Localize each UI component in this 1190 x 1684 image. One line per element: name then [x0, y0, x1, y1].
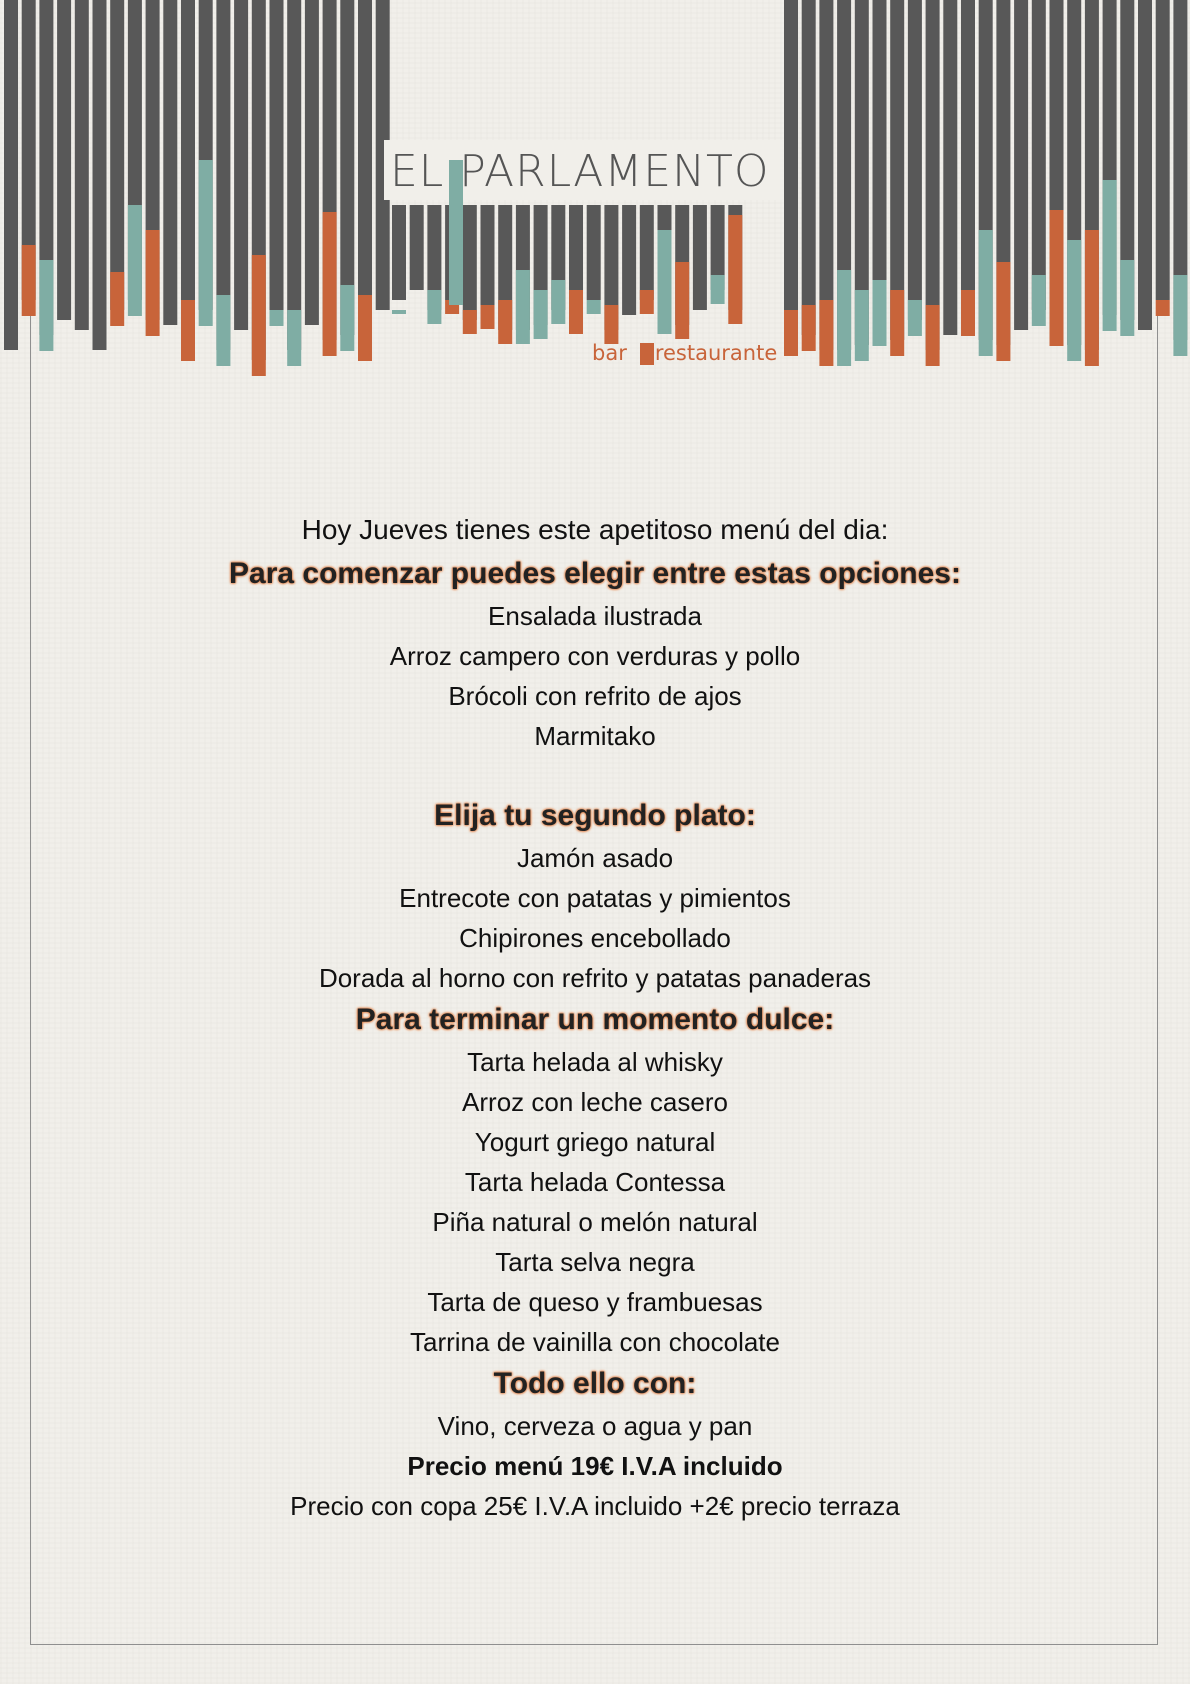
logo-bar — [252, 255, 266, 376]
logo-bar — [943, 0, 957, 335]
logo-bar — [498, 300, 512, 344]
menu-item: Tarta helada al whisky — [467, 1047, 723, 1077]
menu-item: Tarta de queso y frambuesas — [427, 1287, 763, 1317]
menu-item: Piña natural o melón natural — [432, 1207, 758, 1237]
logo-bar — [358, 0, 372, 345]
logo-bar — [890, 0, 904, 340]
desserts-list — [0, 1042, 1190, 1362]
menu-price: Precio menú 19€ I.V.A incluido — [407, 1451, 783, 1481]
logo-bar — [234, 0, 248, 330]
menu-item: Tarta helada Contessa — [464, 1167, 726, 1197]
logo-bar — [110, 272, 124, 326]
menu-intro: Hoy Jueves tienes este apetitoso menú del dia: — [301, 514, 889, 545]
menu-item: Entrecote con patatas y pimientos — [399, 883, 791, 913]
logo-bar — [1050, 210, 1064, 346]
mains-list — [0, 838, 1190, 998]
logo-bar — [551, 280, 565, 324]
logo-bar — [181, 0, 195, 345]
desserts-heading: Para terminar un momento dulce: — [355, 1003, 835, 1036]
logo-bar — [110, 0, 124, 310]
menu-item: Jamón asado — [516, 843, 674, 873]
logo-bar — [392, 310, 406, 314]
logo-bar — [961, 0, 975, 320]
logo-bar — [216, 295, 230, 366]
logo-bar — [39, 260, 53, 351]
logo-bar — [711, 275, 725, 304]
logo-bar — [1014, 0, 1028, 330]
logo-bar — [784, 310, 798, 356]
logo-bar — [75, 0, 89, 330]
starters-heading: Para comenzar puedes elegir entre estas opciones: — [229, 557, 961, 590]
logo-subtitle — [592, 343, 777, 364]
logo-bar — [199, 160, 213, 326]
logo-bar — [163, 0, 177, 325]
logo-bar — [305, 0, 319, 325]
logo-bar — [908, 0, 922, 320]
logo-bar — [1103, 180, 1117, 331]
logo-bar — [569, 290, 583, 334]
logo-bar — [270, 0, 284, 310]
logo-bar — [1156, 300, 1170, 316]
logo-bar — [57, 0, 71, 320]
logo-bar — [128, 205, 142, 316]
menu-item: Tarta selva negra — [495, 1247, 695, 1277]
logo-bar — [4, 0, 18, 350]
logo-bar — [784, 0, 798, 340]
menu-item: Arroz con leche casero — [462, 1087, 728, 1117]
logo-bar — [1032, 0, 1046, 310]
logo-bar — [979, 230, 993, 356]
logo-bar — [640, 205, 654, 300]
logo-bar — [516, 270, 530, 344]
menu-item: Chipirones encebollado — [459, 923, 731, 953]
logo-subtitle-restaurante: restaurante — [654, 341, 778, 365]
logo-bar — [640, 290, 654, 314]
logo-bar — [481, 305, 495, 329]
logo-bar — [481, 205, 495, 315]
logo-bar — [181, 300, 195, 361]
logo-bar — [658, 230, 672, 334]
logo-title: EL PARLAMENTO — [390, 146, 770, 197]
logo-bar — [410, 205, 424, 290]
logo-bar — [534, 290, 548, 339]
included-drinks: Vino, cerveza o agua y pan — [437, 1411, 753, 1441]
menu-item: Arroz campero con verduras y pollo — [389, 641, 801, 671]
logo-bar — [819, 300, 833, 366]
logo-bar — [890, 290, 904, 356]
included-heading: Todo ello con: — [493, 1367, 697, 1400]
logo-bar — [358, 295, 372, 361]
logo-bar — [340, 0, 354, 335]
logo-bar — [908, 300, 922, 336]
logo-bar — [427, 290, 441, 324]
daily-menu — [0, 508, 1190, 1526]
logo-bar — [802, 0, 816, 335]
menu-item: Ensalada ilustrada — [488, 601, 702, 631]
logo-bar — [270, 310, 284, 326]
logo-bar — [1067, 240, 1081, 361]
logo-bar — [287, 310, 301, 366]
mains-heading: Elija tu segundo plato: — [434, 799, 756, 832]
logo-bar — [1085, 230, 1099, 366]
logo-bar — [1138, 0, 1152, 330]
logo-bar — [802, 305, 816, 351]
menu-price-with-cup: Precio con copa 25€ I.V.A incluido +2€ precio terraza — [290, 1491, 900, 1521]
logo-bar — [961, 290, 975, 336]
menu-item: Tarrina de vainilla con chocolate — [410, 1327, 780, 1357]
starters-list — [0, 596, 1190, 756]
logo-bar — [675, 262, 689, 339]
logo-bar — [622, 205, 636, 315]
logo-bar — [693, 205, 707, 310]
logo-bar — [996, 262, 1010, 361]
menu-item: Dorada al horno con refrito y patatas panaderas — [318, 963, 872, 993]
menu-item: Marmitako — [534, 721, 656, 751]
logo-bar — [392, 205, 406, 300]
logo-bar — [873, 280, 887, 346]
logo-bar — [463, 205, 477, 320]
logo-bar — [604, 305, 618, 344]
logo-bar — [146, 230, 160, 336]
logo-bar — [340, 285, 354, 351]
logo-bar — [926, 0, 940, 350]
logo-bar — [93, 0, 107, 350]
logo-bar — [1173, 275, 1187, 356]
logo-bar — [728, 215, 742, 324]
logo-bar — [855, 290, 869, 361]
logo-bar — [1156, 0, 1170, 300]
logo-bar — [323, 212, 337, 356]
menu-item: Yogurt griego natural — [474, 1127, 716, 1157]
spacer — [0, 756, 1190, 794]
logo-bar — [587, 300, 601, 314]
logo-bar — [287, 0, 301, 350]
logo-bar — [463, 310, 477, 334]
logo-bar — [22, 245, 36, 316]
logo-bar — [587, 205, 601, 300]
logo-bar — [837, 270, 851, 366]
menu-item: Brócoli con refrito de ajos — [448, 681, 742, 711]
logo-bar — [1120, 260, 1134, 336]
logo-bar — [819, 0, 833, 350]
logo-bar — [926, 305, 940, 366]
logo-subtitle-bar: bar — [592, 341, 627, 365]
logo-bar — [1032, 275, 1046, 326]
